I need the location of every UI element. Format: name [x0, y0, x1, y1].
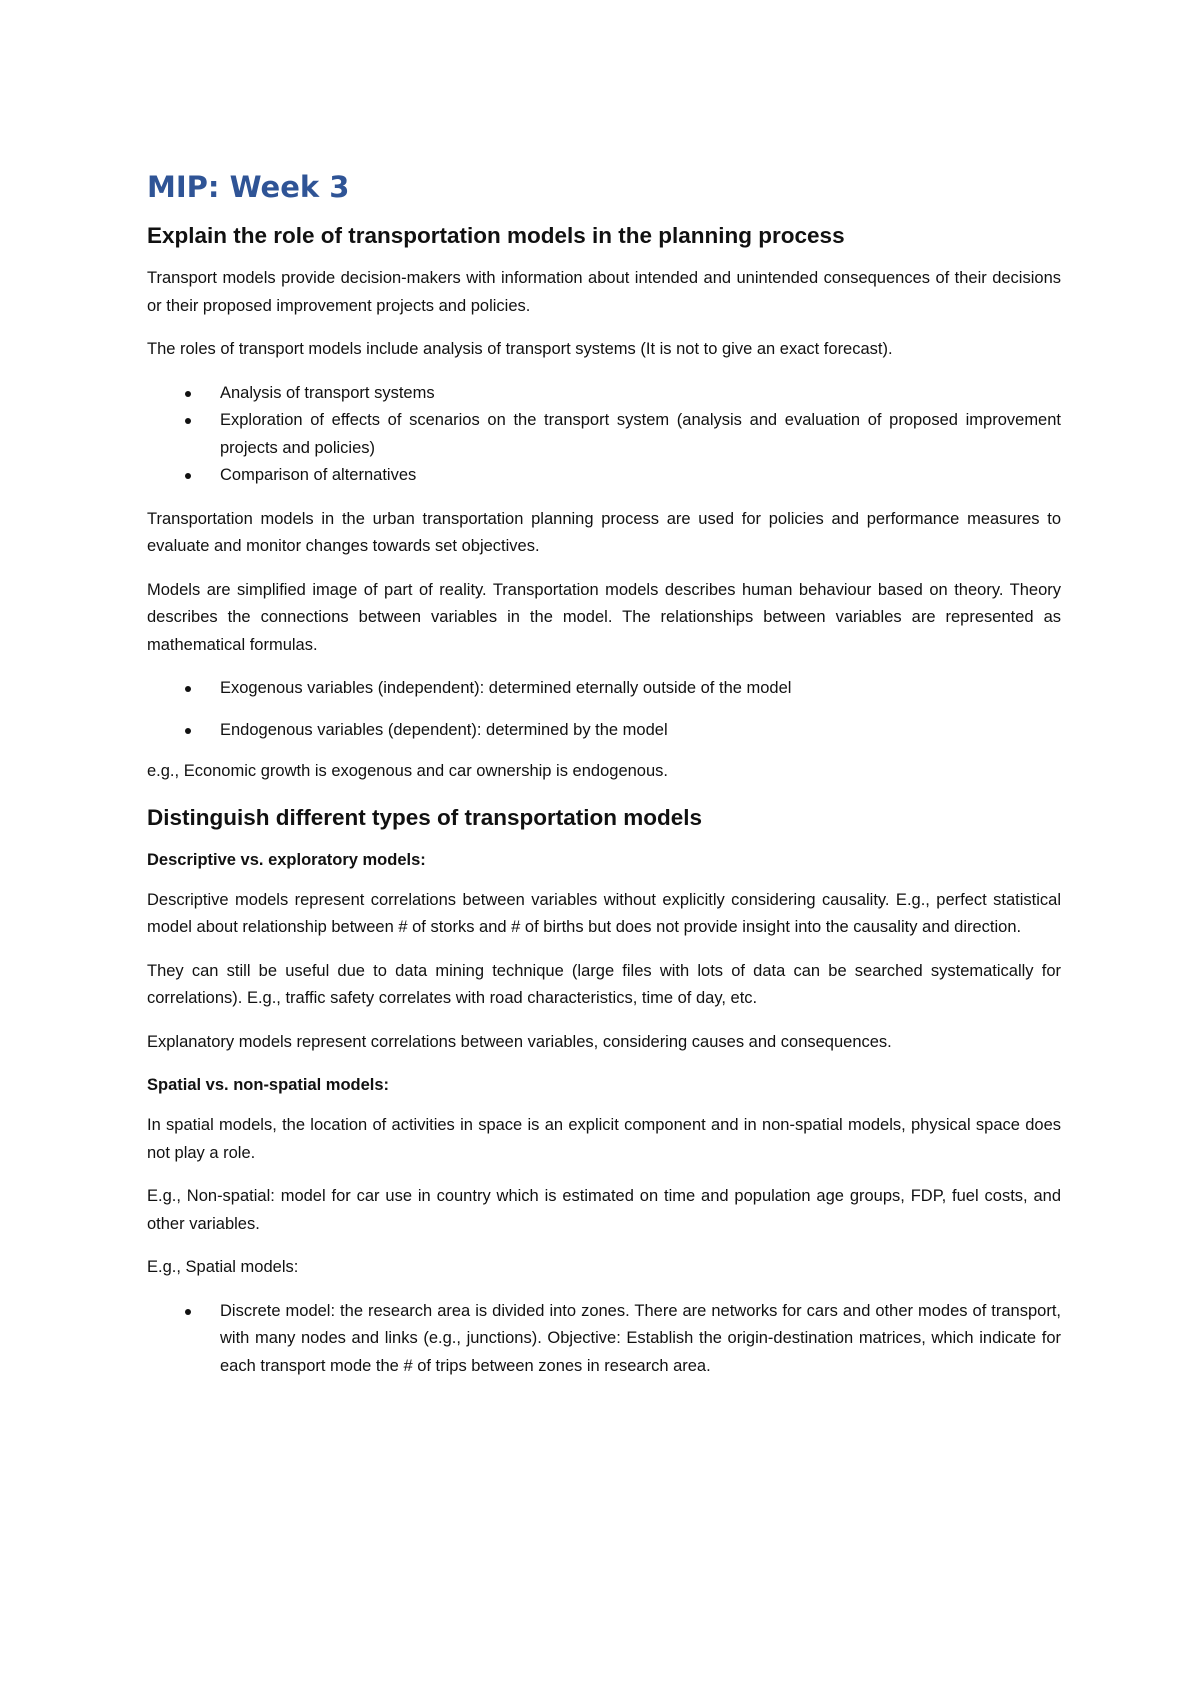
list-item-text: Analysis of transport systems — [220, 383, 435, 402]
document-page — [147, 168, 1061, 1396]
list-item-text: Exploration of effects of scenarios on the transport system (analysis and evaluation of proposed improvement projects and policies) — [220, 411, 1061, 457]
list-item — [147, 717, 1061, 745]
paragraph: e.g., Economic growth is exogenous and car ownership is endogenous. — [147, 762, 668, 780]
list-item-text: Discrete model: the research area is divided into zones. There are networks for cars and other modes of transport, with many nodes and links (e.g., junctions). Objective: Establish the origin-destination matrices, which indicate for each transport mode the # of trips between zones in research area. — [220, 1301, 1061, 1375]
roles-list — [147, 380, 1061, 490]
paragraph: Transportation models in the urban transportation planning process are used for policies and performance measures to evaluate and monitor changes towards set objectives. — [147, 509, 1061, 555]
paragraph: The roles of transport models include analysis of transport systems (It is not to give an exact forecast). — [147, 340, 893, 358]
bullet-icon — [185, 418, 191, 424]
paragraph: Explanatory models represent correlations between variables, considering causes and consequences. — [147, 1032, 892, 1051]
paragraph: Descriptive models represent correlations between variables without explicitly considering causality. E.g., perfect statistical model about relationship between # of storks and # of births but does not provide insight into the causality and direction. — [147, 890, 1061, 936]
paragraph: Models are simplified image of part of reality. Transportation models describes human behaviour based on theory. Theory describes the connections between variables in the model. The relationships between variables are represented as mathematical formulas. — [147, 580, 1061, 654]
paragraph: Transport models provide decision-makers with information about intended and unintended consequences of their decisions or their proposed improvement projects and policies. — [147, 269, 1061, 315]
paragraph: E.g., Non-spatial: model for car use in country which is estimated on time and population age groups, FDP, fuel costs, and other variables. — [147, 1187, 1061, 1233]
bullet-icon — [185, 473, 191, 479]
list-item-text: Comparison of alternatives — [220, 466, 417, 484]
list-item — [147, 407, 1061, 462]
bullet-icon — [185, 728, 191, 734]
section-heading-types: Distinguish different types of transportation models — [147, 804, 703, 830]
spatial-models-list — [147, 1298, 1061, 1381]
list-item-text: Endogenous variables (dependent): determined by the model — [220, 720, 668, 739]
list-item — [147, 462, 1061, 490]
bullet-icon — [185, 1309, 191, 1315]
section-heading-role: Explain the role of transportation models in the planning process — [147, 223, 845, 248]
bullet-icon — [185, 391, 191, 397]
paragraph: In spatial models, the location of activities in space is an explicit component and in non-spatial models, physical space does not play a role. — [147, 1116, 1061, 1162]
document-title: MIP: Week 3 — [147, 170, 350, 204]
list-item — [147, 380, 1061, 408]
variables-list — [147, 675, 1061, 744]
subheading-descriptive: Descriptive vs. exploratory models: — [147, 850, 426, 869]
list-item — [147, 1298, 1061, 1381]
bullet-icon — [185, 686, 191, 692]
paragraph: E.g., Spatial models: — [147, 1258, 299, 1276]
subheading-spatial: Spatial vs. non-spatial models: — [147, 1076, 390, 1094]
list-item-text: Exogenous variables (independent): determined eternally outside of the model — [220, 679, 792, 697]
list-item — [147, 675, 1061, 703]
paragraph: They can still be useful due to data mining technique (large files with lots of data can be searched systematically for correlations). E.g., traffic safety correlates with road characteristics, time of day, etc. — [147, 961, 1061, 1007]
